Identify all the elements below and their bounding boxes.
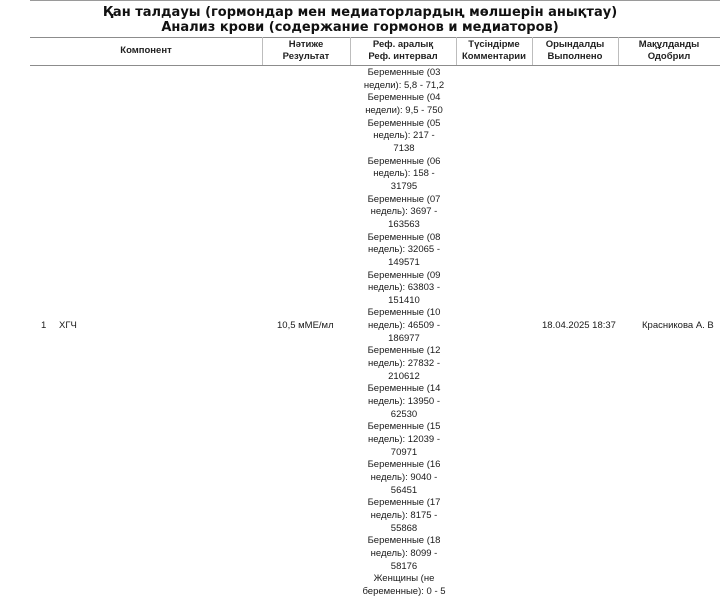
reference-line: Беременные (15 — [367, 421, 441, 433]
reference-line: недель): 27832 - — [368, 358, 440, 370]
reference-line: Беременные (17 — [367, 497, 441, 509]
reference-line: беременные): 0 - 5 — [362, 585, 446, 597]
reference-line: Беременные (16 — [367, 459, 441, 471]
reference-line: Беременные (07 — [367, 193, 441, 205]
reference-line: недель): 12039 - — [368, 434, 440, 446]
performed-datetime: 18.04.2025 18:37 — [542, 320, 616, 331]
header-result-kz: Нәтиже — [288, 39, 324, 50]
reference-line: Беременные (10 — [367, 307, 441, 319]
reference-line: Беременные (04 — [367, 92, 441, 104]
reference-line: Беременные (05 — [367, 117, 441, 129]
header-result-ru: Результат — [282, 51, 330, 62]
header-bottom-border — [30, 65, 720, 66]
reference-line: 62530 — [390, 408, 418, 420]
reference-line: Беременные (14 — [367, 383, 441, 395]
reference-line: недель): 63803 - — [368, 282, 440, 294]
reference-line: 210612 — [388, 370, 420, 382]
header-comment-ru: Комментарии — [462, 51, 526, 62]
title-russian: Анализ крови (содержание гормонов и медиаторов) — [161, 20, 559, 35]
header-result — [262, 39, 350, 63]
reference-line: 186977 — [388, 332, 420, 344]
reference-line: 163563 — [388, 218, 420, 230]
title-kazakh: Қан талдауы (гормондар мен медиаторлардың мөлшерін анықтау) — [102, 5, 618, 20]
reference-interval-text — [352, 67, 456, 599]
approved-by: Красникова А. В — [642, 320, 714, 331]
reference-line: недель): 46509 - — [368, 320, 440, 332]
header-top-border — [30, 37, 720, 38]
header-approved-kz: Мақұлданды — [638, 39, 700, 50]
reference-line: недели): 9,5 - 750 — [365, 104, 443, 116]
reference-line: Беременные (18 — [367, 535, 441, 547]
header-comment-kz: Түсіндірме — [468, 39, 520, 50]
reference-line: недель): 8099 - — [370, 547, 438, 559]
header-component: Компонент — [120, 45, 172, 56]
reference-line: Женщины (не — [373, 573, 435, 585]
header-reference-kz: Реф. аралық — [372, 39, 434, 50]
reference-line: недель): 3697 - — [370, 206, 438, 218]
row-index: 1 — [41, 320, 47, 331]
reference-line: недель): 9040 - — [370, 472, 438, 483]
reference-line: 56451 — [390, 484, 418, 496]
reference-line: 58176 — [390, 560, 418, 572]
reference-line: Беременные (08 — [367, 231, 441, 243]
reference-line: 70971 — [390, 446, 418, 458]
reference-line: недель): 8175 - — [370, 509, 438, 521]
header-reference — [350, 39, 456, 63]
header-performed-ru: Выполнено — [547, 51, 603, 62]
top-rule — [30, 0, 720, 1]
reference-line: недель): 158 - — [373, 168, 435, 180]
reference-line: 149571 — [388, 256, 420, 268]
reference-line: Беременные (03 — [367, 67, 441, 78]
reference-line: 55868 — [390, 522, 418, 534]
reference-line: недели): 5,8 - 71,2 — [363, 79, 445, 91]
reference-line: 151410 — [388, 294, 420, 306]
header-performed-kz: Орындалды — [545, 39, 605, 50]
reference-line: Беременные (12 — [367, 345, 441, 357]
result-value: 10,5 мМЕ/мл — [277, 320, 334, 331]
reference-line: недель): 32065 - — [368, 244, 440, 256]
reference-line: недель): 217 - — [373, 130, 435, 142]
header-performed — [532, 39, 618, 63]
header-approved-ru: Одобрил — [647, 51, 691, 62]
header-reference-ru: Реф. интервал — [368, 51, 438, 62]
component-name: ХГЧ — [59, 320, 77, 331]
reference-line: 31795 — [390, 180, 418, 192]
header-comment — [456, 39, 532, 63]
reference-line: Беременные (06 — [367, 155, 441, 167]
reference-line: недель): 13950 - — [368, 396, 440, 408]
header-approved — [618, 39, 720, 63]
reference-line: 7138 — [393, 142, 415, 154]
reference-line: Беременные (09 — [367, 269, 441, 281]
